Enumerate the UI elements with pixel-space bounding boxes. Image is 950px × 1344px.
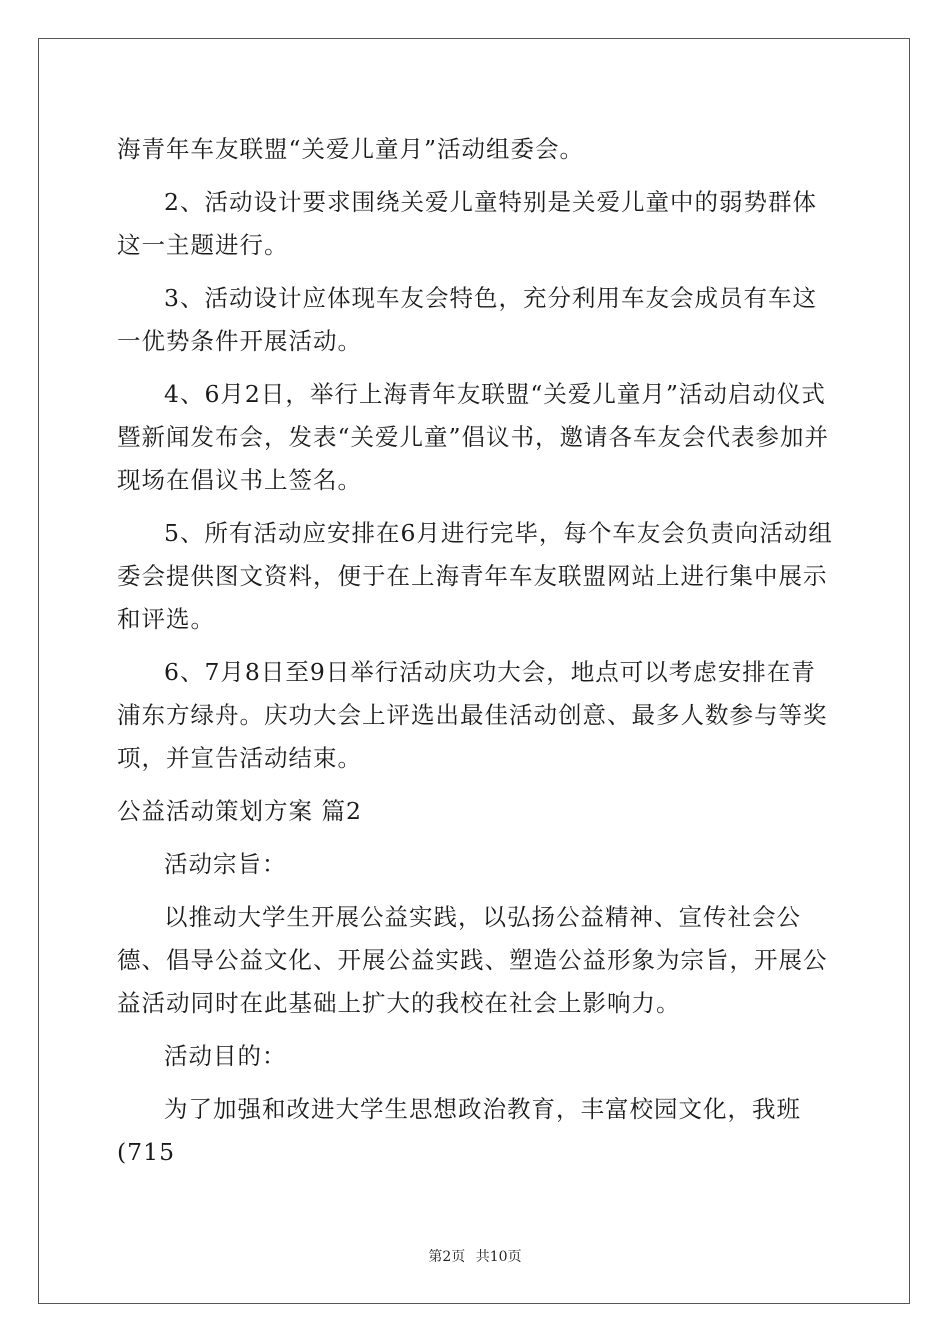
paragraph: 活动宗旨： [164,850,287,878]
paragraph: 为了加强和改进大学生思想政治教育，丰富校园文化，我班(715 [117,1095,801,1166]
paragraph: 4、6月2日，举行上海青年友联盟“关爱儿童月”活动启动仪式暨新闻发布会，发表“关爱儿童”倡议书，邀请各车友会代表参加并现场在倡议书上签名。 [117,380,830,494]
paragraph: 以推动大学生开展公益实践，以弘扬公益精神、宣传社会公德、倡导公益文化、开展公益实践、塑造公益形象为宗旨，开展公益活动同时在此基础上扩大的我校在社会上影响力。 [117,903,828,1017]
paragraph: 2、活动设计要求围绕关爱儿童特别是关爱儿童中的弱势群体这一主题进行。 [117,188,817,259]
page-number: 第2页 [428,1249,466,1265]
page-total: 共10页 [475,1249,522,1265]
page-footer [0,1246,950,1266]
document-body [117,128,837,1184]
paragraph: 活动目的： [164,1042,287,1070]
paragraph: 3、活动设计应体现车友会特色，充分利用车友会成员有车这一优势条件开展活动。 [117,284,817,355]
section-heading: 公益活动策划方案 篇2 [117,797,362,825]
paragraph: 6、7月8日至9日举行活动庆功大会，地点可以考虑安排在青浦东方绿舟。庆功大会上评选出最佳活动创意、最多人数参与等奖项，并宣告活动结束。 [117,658,828,772]
paragraph: 5、所有活动应安排在6月进行完毕，每个车友会负责向活动组委会提供图文资料，便于在上海青年车友联盟网站上进行集中展示和评选。 [117,519,833,633]
paragraph: 海青年车友联盟“关爱儿童月”活动组委会。 [117,135,585,163]
